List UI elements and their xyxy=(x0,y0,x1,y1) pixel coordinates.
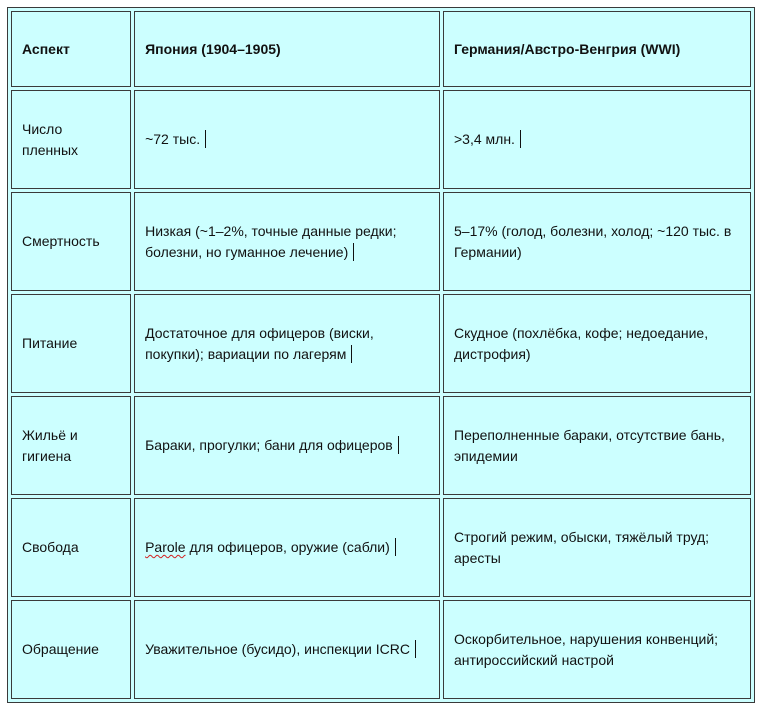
header-aspect[interactable] xyxy=(11,11,131,87)
cell-end-marker xyxy=(395,538,396,556)
header-germany-text: Германия/Австро-Венгрия (WWI) xyxy=(454,40,681,57)
cell-japan[interactable] xyxy=(134,498,440,597)
cell-aspect-text: Жильё и гигиена xyxy=(22,426,78,464)
cell-end-marker xyxy=(520,130,521,148)
cell-germany[interactable] xyxy=(443,396,751,495)
cell-aspect[interactable] xyxy=(11,600,131,699)
cell-germany-text: Скудное (похлёбка, кофе; недоедание, дистрофия) xyxy=(454,324,709,362)
cell-germany-text: Строгий режим, обыски, тяжёлый труд; аресты xyxy=(454,528,710,566)
cell-germany-text: 5–17% (голод, болезни, холод; ~120 тыс. в Германии) xyxy=(454,222,732,260)
table-row xyxy=(11,294,751,393)
cell-aspect-text: Обращение xyxy=(22,641,99,657)
cell-end-marker xyxy=(205,130,206,148)
cell-japan[interactable] xyxy=(134,600,440,699)
table-row xyxy=(11,600,751,699)
cell-japan-text: Уважительное (бусидо), инспекции ICRC xyxy=(145,641,410,657)
cell-aspect-text: Смертность xyxy=(22,233,100,249)
cell-germany-text: Оскорбительное, нарушения конвенций; антироссийский настрой xyxy=(454,630,719,668)
cell-japan-text: для офицеров, оружие (сабли) xyxy=(185,539,390,555)
spellcheck-flagged-word[interactable]: Parole xyxy=(145,539,186,555)
cell-end-marker xyxy=(351,345,352,363)
cell-end-marker xyxy=(415,640,416,658)
cell-germany[interactable] xyxy=(443,192,751,291)
table-header-row xyxy=(11,11,751,87)
cell-germany[interactable] xyxy=(443,90,751,189)
cell-aspect[interactable] xyxy=(11,192,131,291)
header-germany[interactable] xyxy=(443,11,751,87)
table-row xyxy=(11,90,751,189)
cell-japan[interactable] xyxy=(134,396,440,495)
cell-aspect-text: Число пленных xyxy=(22,120,79,158)
cell-japan-text: Достаточное для офицеров (виски, покупки); вариации по лагерям xyxy=(145,324,374,362)
cell-germany-text: Переполненные бараки, отсутствие бань, эпидемии xyxy=(454,426,725,464)
cell-japan[interactable] xyxy=(134,192,440,291)
cell-germany-text: >3,4 млн. xyxy=(454,131,515,147)
cell-aspect-text: Свобода xyxy=(22,539,79,555)
cell-japan[interactable] xyxy=(134,90,440,189)
cell-aspect-text: Питание xyxy=(22,335,78,351)
cell-end-marker xyxy=(353,243,354,261)
cell-japan-text: Бараки, прогулки; бани для офицеров xyxy=(145,437,393,453)
cell-end-marker xyxy=(398,436,399,454)
cell-aspect[interactable] xyxy=(11,294,131,393)
cell-japan-text: Низкая (~1–2%, точные данные редки; болезни, но гуманное лечение) xyxy=(145,222,397,260)
table-row xyxy=(11,396,751,495)
cell-japan-text: ~72 тыс. xyxy=(145,131,201,147)
cell-germany[interactable] xyxy=(443,498,751,597)
table-row xyxy=(11,192,751,291)
cell-germany[interactable] xyxy=(443,294,751,393)
table-row xyxy=(11,498,751,597)
cell-germany[interactable] xyxy=(443,600,751,699)
header-japan[interactable] xyxy=(134,11,440,87)
cell-japan[interactable] xyxy=(134,294,440,393)
cell-aspect[interactable] xyxy=(11,396,131,495)
cell-aspect[interactable] xyxy=(11,90,131,189)
pow-comparison-table xyxy=(7,7,755,703)
header-aspect-text: Аспект xyxy=(22,40,70,57)
header-japan-text: Япония (1904–1905) xyxy=(145,40,281,57)
cell-aspect[interactable] xyxy=(11,498,131,597)
